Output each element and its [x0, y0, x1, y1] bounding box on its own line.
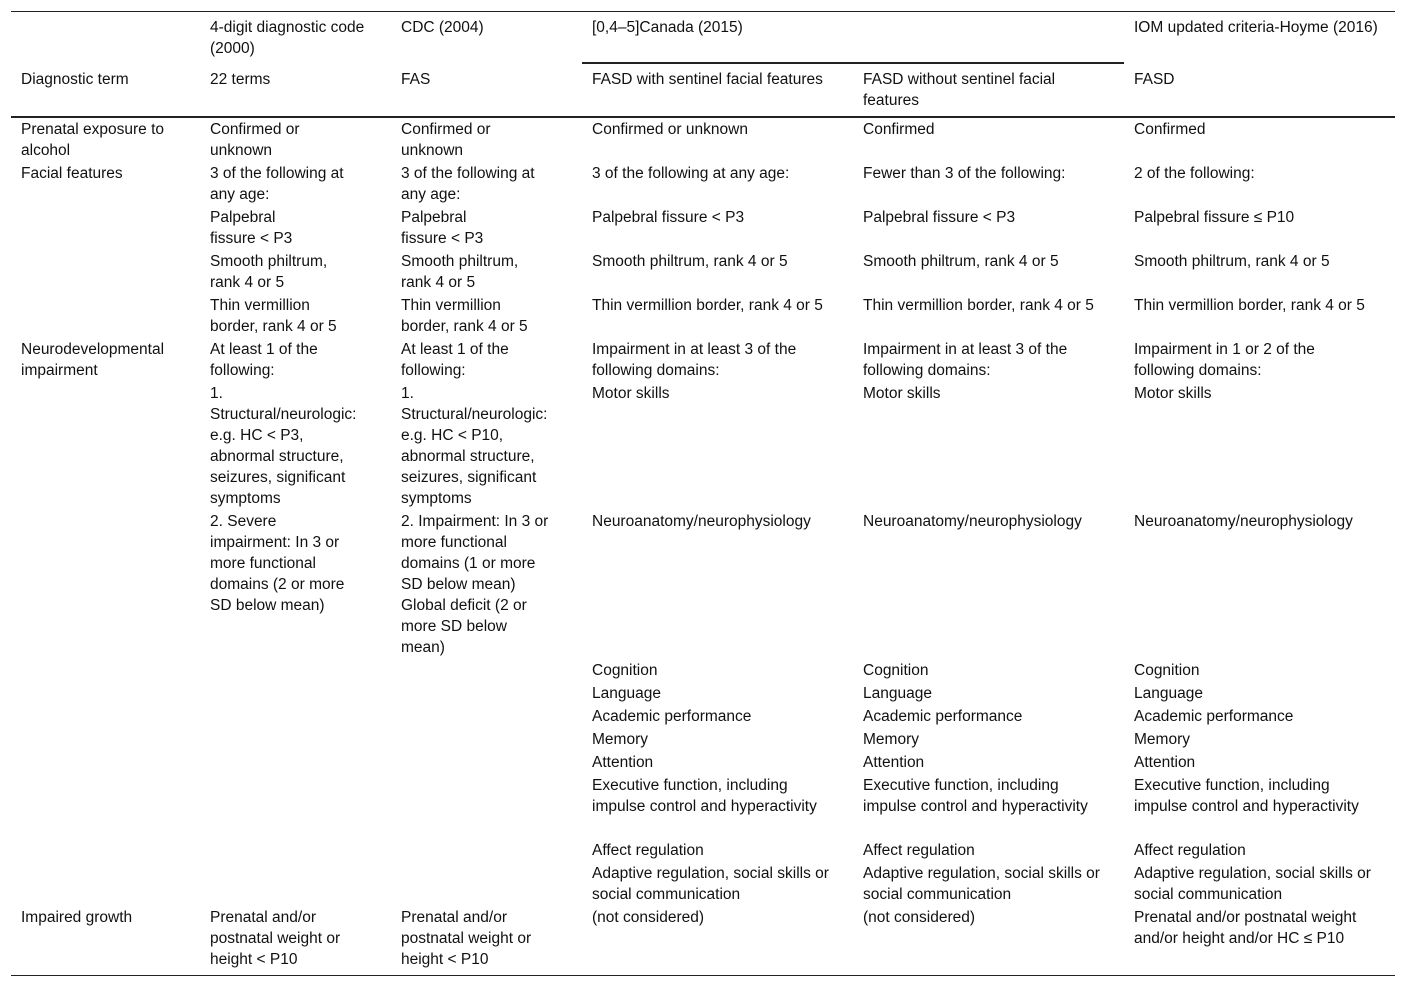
- cell-canada-with: Affect regulation: [592, 842, 704, 859]
- cell-cdc: 2. Impairment: In 3 or more functional domains (1 or more SD below mean): [401, 513, 549, 593]
- cell-iom: Impairment in 1 or 2 of the following domains:: [1134, 341, 1315, 379]
- header-term-4digit: 22 terms: [210, 71, 271, 88]
- table-rule-canada: [582, 62, 1124, 64]
- cell-canada-without: Executive function, including impulse control and hyperactivity: [863, 777, 1088, 815]
- cell-canada-without: Affect regulation: [863, 842, 975, 859]
- cell-iom: Cognition: [1134, 662, 1200, 679]
- cell-canada-without: Motor skills: [863, 385, 941, 402]
- cell-canada-with: Executive function, including impulse control and hyperactivity: [592, 777, 817, 815]
- header-term-iom: FASD: [1134, 71, 1175, 88]
- cell-iom: Confirmed: [1134, 121, 1206, 138]
- cell-canada-with: Neuroanatomy/neurophysiology: [592, 513, 811, 530]
- cell-iom: 2 of the following:: [1134, 165, 1255, 182]
- cell-canada-with: Smooth philtrum, rank 4 or 5: [592, 253, 788, 270]
- table-rule-header: [11, 116, 1395, 118]
- header-term-canada-with: FASD with sentinel facial features: [592, 71, 823, 88]
- cell-canada-without: Neuroanatomy/neurophysiology: [863, 513, 1082, 530]
- cell-canada-without: Thin vermillion border, rank 4 or 5: [863, 297, 1094, 314]
- cell-canada-without: Academic performance: [863, 708, 1023, 725]
- cell-canada-without: Impairment in at least 3 of the following domains:: [863, 341, 1068, 379]
- cell-canada-with: 3 of the following at any age:: [592, 165, 790, 182]
- cell-canada-without: (not considered): [863, 909, 976, 926]
- cell-canada-without: Fewer than 3 of the following:: [863, 165, 1066, 182]
- cell-canada-with: Attention: [592, 754, 654, 771]
- cell-iom: Executive function, including impulse control and hyperactivity: [1134, 777, 1359, 815]
- cell-cdc: Thin vermillion border, rank 4 or 5: [401, 297, 528, 335]
- row-label: Impaired growth: [21, 909, 133, 926]
- table-rule-top: [11, 11, 1395, 12]
- cell-canada-with: Thin vermillion border, rank 4 or 5: [592, 297, 823, 314]
- cell-canada-with: Confirmed or unknown: [592, 121, 748, 138]
- row-label: Facial features: [21, 165, 123, 182]
- cell-cdc: Prenatal and/or postnatal weight or height < P10: [401, 909, 532, 968]
- cell-iom: Memory: [1134, 731, 1190, 748]
- cell-iom: Language: [1134, 685, 1203, 702]
- cell-canada-without: Smooth philtrum, rank 4 or 5: [863, 253, 1059, 270]
- cell-iom: Thin vermillion border, rank 4 or 5: [1134, 297, 1365, 314]
- cell-canada-with: Adaptive regulation, social skills or social communication: [592, 865, 829, 903]
- cell-canada-without: Adaptive regulation, social skills or social communication: [863, 865, 1100, 903]
- cell-canada-with: Cognition: [592, 662, 658, 679]
- header-term-canada-without: FASD without sentinel facial features: [863, 71, 1056, 109]
- cell-canada-without: Confirmed: [863, 121, 935, 138]
- cell-canada-with: Palpebral fissure < P3: [592, 209, 745, 226]
- cell-4digit: 1. Structural/neurologic: e.g. HC < P3, abnormal structure, seizures, significant symptoms: [210, 385, 357, 507]
- cell-iom: Affect regulation: [1134, 842, 1246, 859]
- header-canada: [0,4–5]Canada (2015): [592, 19, 743, 36]
- cell-canada-with: Motor skills: [592, 385, 670, 402]
- cell-cdc: Smooth philtrum, rank 4 or 5: [401, 253, 519, 291]
- cell-iom: Neuroanatomy/neurophysiology: [1134, 513, 1353, 530]
- cell-canada-with: (not considered): [592, 909, 705, 926]
- cell-iom: Academic performance: [1134, 708, 1294, 725]
- cell-4digit: 2. Severe impairment: In 3 or more functional domains (2 or more SD below mean): [210, 513, 345, 614]
- cell-canada-with: Memory: [592, 731, 648, 748]
- cell-cdc: 1. Structural/neurologic: e.g. HC < P10, abnormal structure, seizures, significant symptoms: [401, 385, 548, 507]
- header-4digit: 4-digit diagnostic code (2000): [210, 19, 365, 57]
- cell-iom: Attention: [1134, 754, 1196, 771]
- header-iom: IOM updated criteria-Hoyme (2016): [1134, 19, 1378, 36]
- cell-cdc: Palpebral fissure < P3: [401, 209, 484, 247]
- cell-iom: Smooth philtrum, rank 4 or 5: [1134, 253, 1330, 270]
- cell-canada-with: Academic performance: [592, 708, 752, 725]
- cell-canada-without: Cognition: [863, 662, 929, 679]
- cell-4digit: 3 of the following at any age:: [210, 165, 344, 203]
- cell-canada-without: Language: [863, 685, 932, 702]
- cell-4digit: Thin vermillion border, rank 4 or 5: [210, 297, 337, 335]
- cell-canada-with: Language: [592, 685, 661, 702]
- cell-canada-without: Memory: [863, 731, 919, 748]
- header-cdc: CDC (2004): [401, 19, 484, 36]
- row-label: Neurodevelopmental impairment: [21, 341, 165, 379]
- header-term-cdc: FAS: [401, 71, 431, 88]
- row-label: Prenatal exposure to alcohol: [21, 121, 165, 159]
- cell-cdc: Confirmed or unknown: [401, 121, 491, 159]
- cell-cdc: 3 of the following at any age:: [401, 165, 535, 203]
- cell-canada-with: Impairment in at least 3 of the following domains:: [592, 341, 797, 379]
- cell-iom: Palpebral fissure ≤ P10: [1134, 209, 1295, 226]
- table-rule-bottom: [11, 975, 1395, 976]
- header-diagnostic-term: Diagnostic term: [21, 71, 129, 88]
- cell-canada-without: Palpebral fissure < P3: [863, 209, 1016, 226]
- cell-4digit: Confirmed or unknown: [210, 121, 300, 159]
- cell-4digit: At least 1 of the following:: [210, 341, 318, 379]
- cell-cdc-global-deficit: Global deficit (2 or more SD below mean): [401, 597, 527, 656]
- cell-iom: Adaptive regulation, social skills or social communication: [1134, 865, 1371, 903]
- cell-iom: Motor skills: [1134, 385, 1212, 402]
- cell-iom: Prenatal and/or postnatal weight and/or height and/or HC ≤ P10: [1134, 909, 1357, 947]
- cell-cdc: At least 1 of the following:: [401, 341, 509, 379]
- cell-canada-without: Attention: [863, 754, 925, 771]
- cell-4digit: Smooth philtrum, rank 4 or 5: [210, 253, 328, 291]
- cell-4digit: Palpebral fissure < P3: [210, 209, 293, 247]
- cell-4digit: Prenatal and/or postnatal weight or height < P10: [210, 909, 341, 968]
